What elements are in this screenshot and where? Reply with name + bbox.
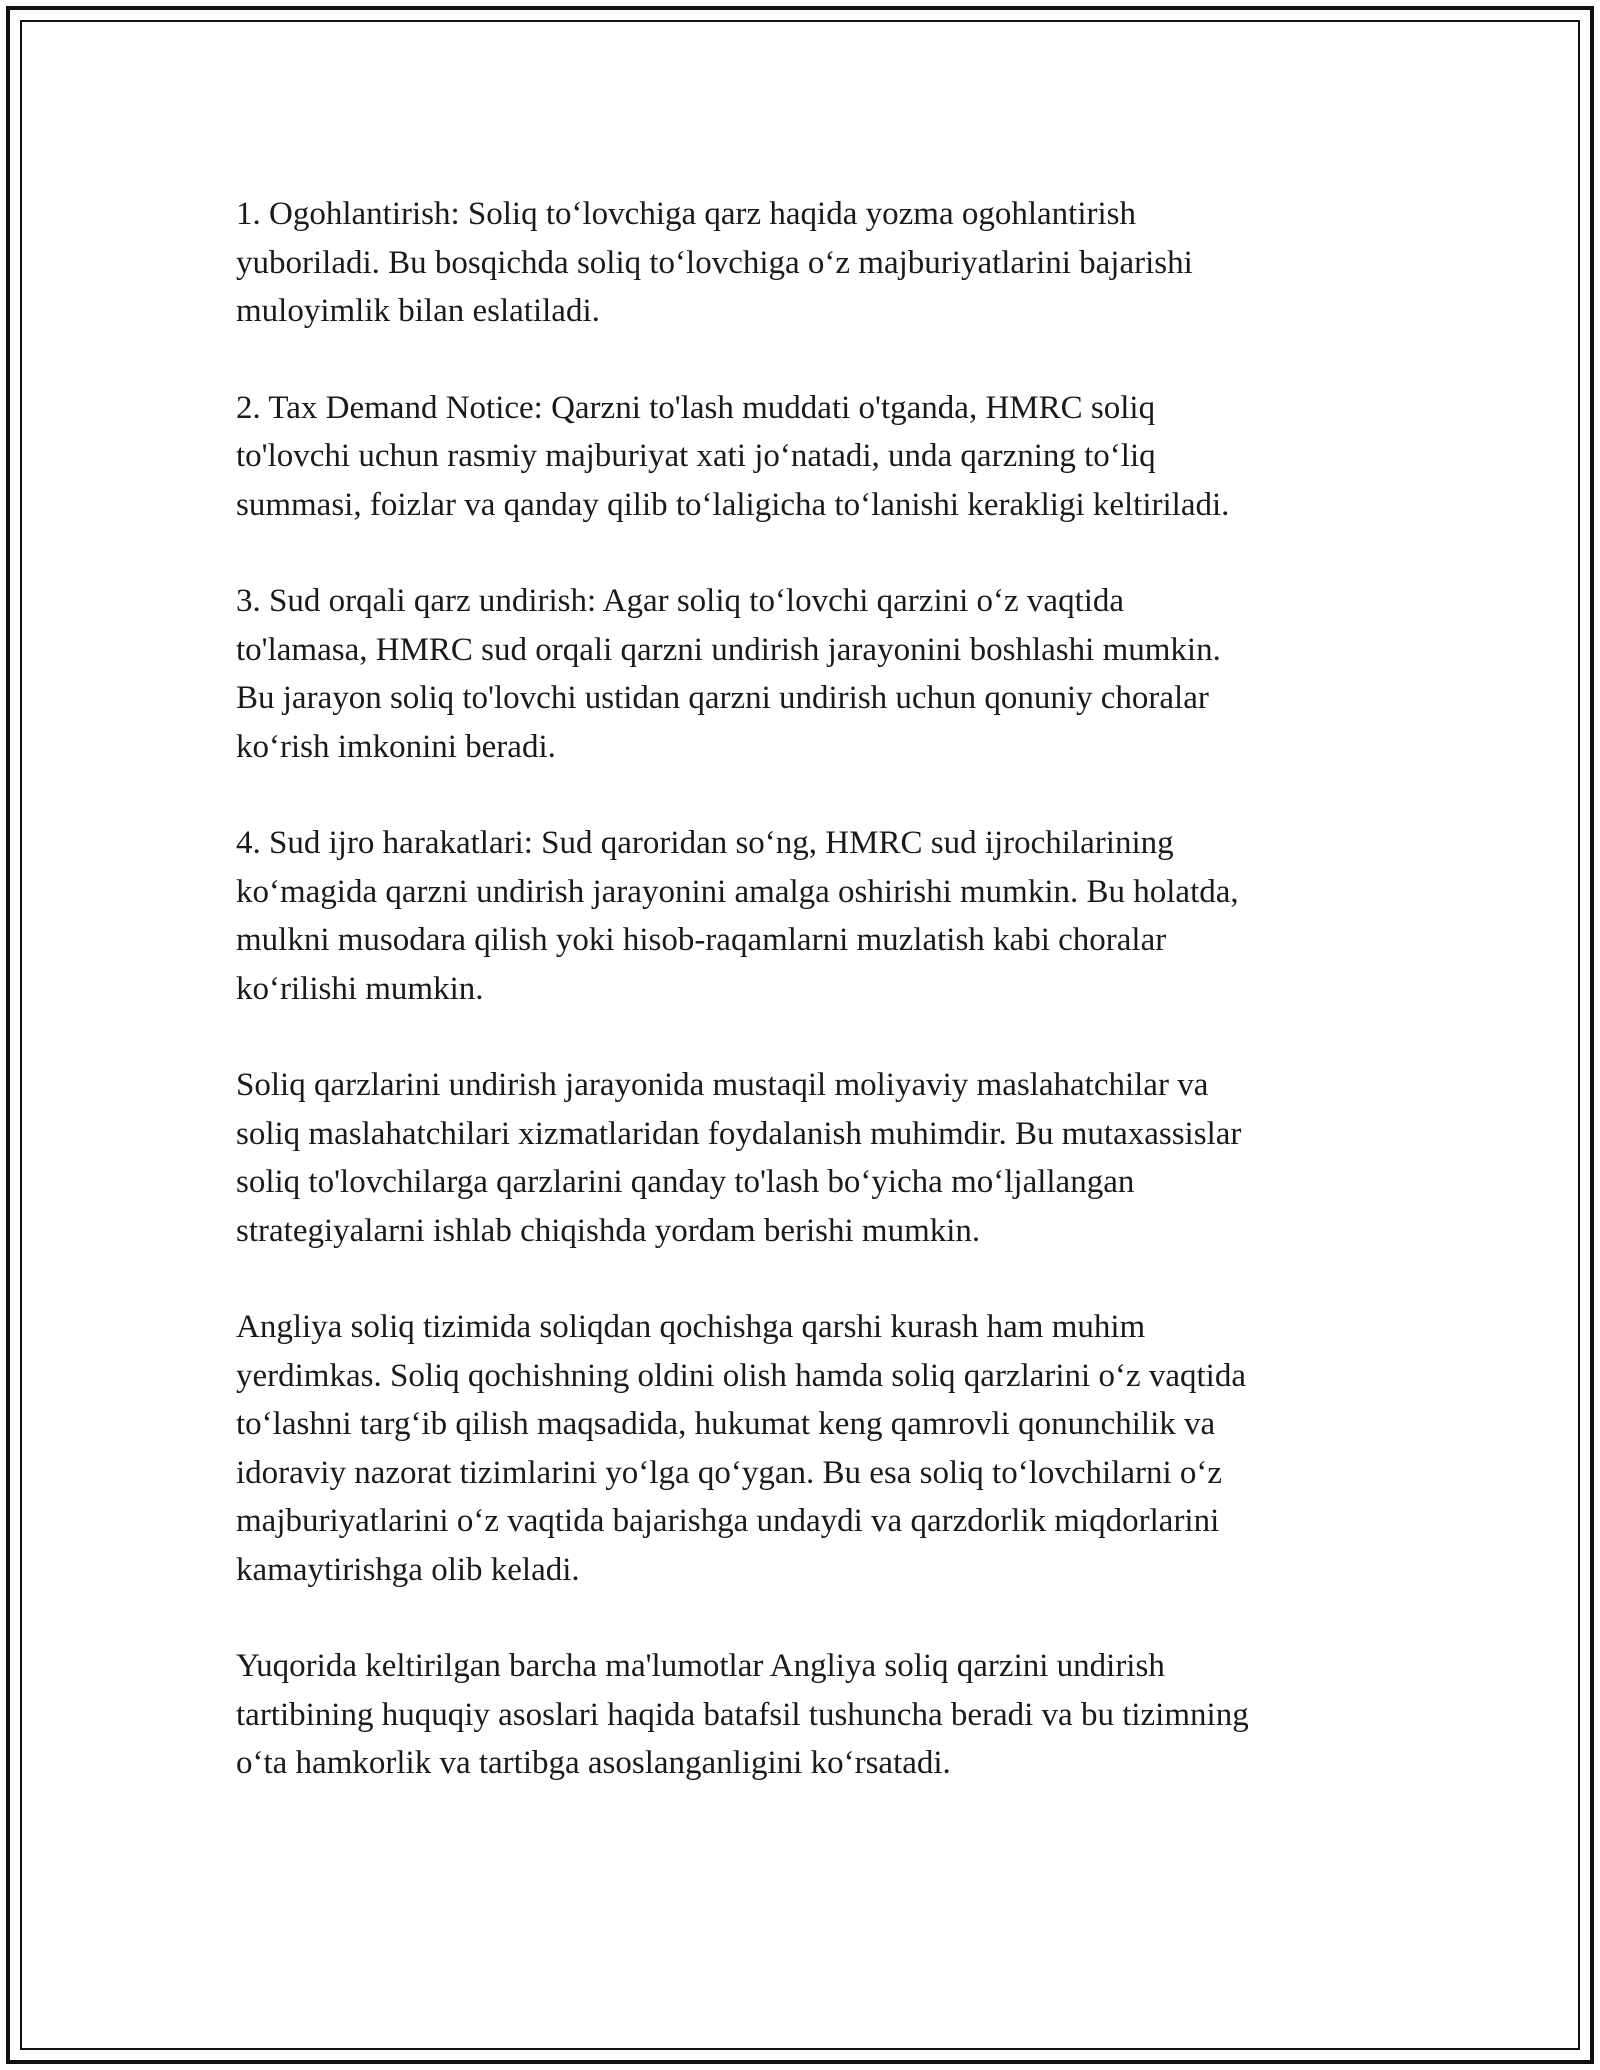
paragraph-warning: 1. Ogohlantirish: Soliq to‘lovchiga qarz haqida yozma ogohlantirish yuboriladi. Bu bosqichda soliq to‘lovchiga o‘z majburiyatlarini bajarishi muloyimlik bilan eslatiladi.	[236, 196, 1193, 329]
paragraph-advisors: Soliq qarzlarini undirish jarayonida mustaqil moliyaviy maslahatchilar va soliq maslahatchilari xizmatlaridan foydalanish muhimdir. Bu mutaxassislar soliq to'lovchilarga qarzlarini qanday to'lash bo‘yicha mo‘ljallangan strategiyalarni ishlab chiqishda yordam berishi mumkin.	[236, 1067, 1242, 1249]
paragraph-tax-demand-notice: 2. Tax Demand Notice: Qarzni to'lash muddati o'tganda, HMRC soliq to'lovchi uchun rasmiy majburiyat xati jo‘natadi, unda qarzning to‘liq summasi, foizlar va qanday qilib to‘laligicha to‘lanishi kerakligi keltiriladi.	[236, 389, 1230, 523]
paragraph-tax-evasion: Angliya soliq tizimida soliqdan qochishga qarshi kurash ham muhim yerdimkas. Soliq qochishning oldini olish hamda soliq qarzlarini o‘z vaqtida to‘lashni targ‘ib qilish maqsadida, hukumat keng qamrovli qonunchilik va idoraviy nazorat tizimlarini yo‘lga qo‘ygan. Bu esa soliq to‘lovchilarni o‘z majburiyatlarini o‘z vaqtida bajarishga undaydi va qarzdorlik miqdorlarini kamaytirishga olib keladi.	[236, 1309, 1246, 1588]
document-body	[236, 190, 1396, 1836]
paragraph-enforcement-actions: 4. Sud ijro harakatlari: Sud qaroridan so‘ng, HMRC sud ijrochilarining ko‘magida qarzni undirish jarayonini amalga oshirishi mumkin. Bu holatda, mulkni musodara qilish yoki hisob-raqamlarni muzlatish kabi choralar ko‘rilishi mumkin.	[236, 825, 1239, 1007]
paragraph-court-debt-recovery: 3. Sud orqali qarz undirish: Agar soliq to‘lovchi qarzini o‘z vaqtida to'lamasa, HMRC sud orqali qarzni undirish jarayonini boshlashi mumkin. Bu jarayon soliq to'lovchi ustidan qarzni undirish uchun qonuniy choralar ko‘rish imkonini beradi.	[236, 583, 1221, 765]
paragraph-conclusion: Yuqorida keltirilgan barcha ma'lumotlar Angliya soliq qarzini undirish tartibining huquqiy asoslari haqida batafsil tushuncha beradi va bu tizimning o‘ta hamkorlik va tartibga asoslanganligini ko‘rsatadi.	[236, 1648, 1249, 1781]
